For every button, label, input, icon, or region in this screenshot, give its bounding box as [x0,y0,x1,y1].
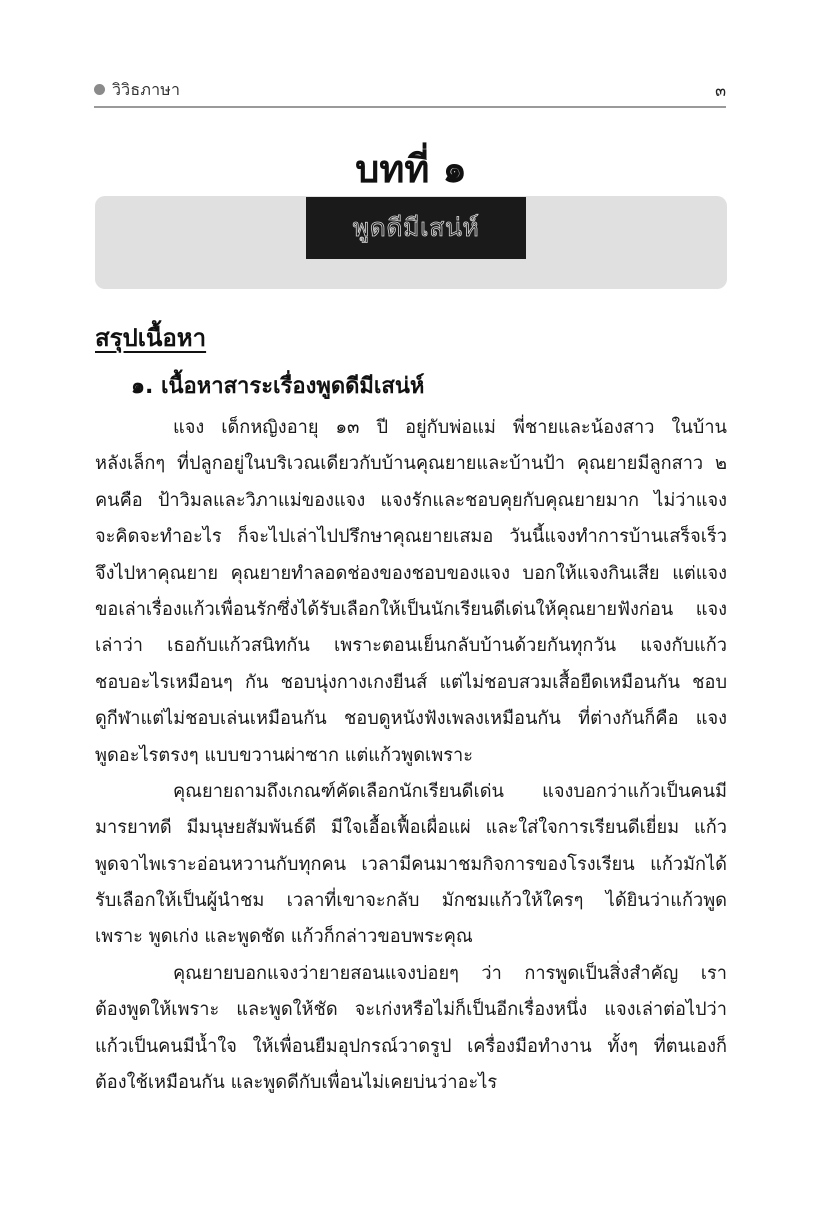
chapter-label: บทที่ ๑ [355,147,467,191]
text-line: จึงไปหาคุณยาย คุณยายทำลอดช่องของชอบของแจง บอกให้แจงกินเสีย แต่แจง [95,562,727,584]
text-line: แจง เด็กหญิงอายุ ๑๓ ปี อยู่กับพ่อแม่ พี่ชายและน้องสาว ในบ้าน [173,417,727,438]
body-text [95,410,727,1101]
text-line: คนคือ ป้าวิมลและวิภาแม่ของแจง แจงรักและชอบคุยกับคุณยายมาก ไม่ว่าแจง [95,489,727,511]
paragraph-3 [95,956,727,1102]
text-line: พูดจาไพเราะอ่อนหวานกับทุกคน เวลามีคนมาชมกิจการของโรงเรียน แก้วมักได้ [95,853,727,875]
text-line: ต้องใช้เหมือนกัน และพูดดีกับเพื่อนไม่เคยบ่นว่าอะไร [95,1072,498,1094]
text-line: เพราะ พูดเก่ง และพูดชัด แก้วก็กล่าวขอบพระคุณ [95,926,473,948]
text-line: หลังเล็กๆ ที่ปลูกอยู่ในบริเวณเดียวกับบ้านคุณยายและบ้านป้า คุณยายมีลูกสาว ๒ [95,453,727,475]
text-line: คุณยายบอกแจงว่ายายสอนแจงบ่อยๆ ว่า การพูดเป็นสิ่งสำคัญ เรา [173,962,727,984]
text-line: ชอบอะไรเหมือนๆ กัน ชอบนุ่งกางเกงยีนส์ แต่ไม่ชอบสวมเสื้อยืดเหมือนกัน ชอบ [95,671,727,693]
page-number: ๓ [715,81,726,100]
text-line: คุณยายถามถึงเกณฑ์คัดเลือกนักเรียนดีเด่น แจงบอกว่าแก้วเป็นคนมี [173,780,727,802]
chapter-title-banner [306,197,526,259]
subsection-heading: ๑. เนื้อหาสาระเรื่องพูดดีมีเสน่ห์ [131,374,425,399]
chapter-title: พูดดีมีเสน่ห์ [352,213,480,242]
text-line: แก้วเป็นคนมีน้ำใจ ให้เพื่อนยืมอุปกรณ์วาดรูป เครื่องมือทำงาน ทั้งๆ ที่ตนเองก็ [95,1035,727,1057]
text-line: จะคิดจะทำอะไร ก็จะไปเล่าไปปรึกษาคุณยายเสมอ วันนี้แจงทำการบ้านเสร็จเร็ว [95,526,727,548]
text-line: ขอเล่าเรื่องแก้วเพื่อนรักซึ่งได้รับเลือกให้เป็นนักเรียนดีเด่นให้คุณยายฟังก่อน แจง [95,598,727,620]
text-line: ต้องพูดให้เพราะ และพูดให้ชัด จะเก่งหรือไม่ก็เป็นอีกเรื่องหนึ่ง แจงเล่าต่อไปว่า [95,999,727,1021]
book-title: วิวิธภาษา [112,80,181,99]
paragraph-2 [95,774,727,956]
paragraph-1 [95,410,727,774]
text-line: มารยาทดี มีมนุษยสัมพันธ์ดี มีใจเอื้อเฟื้อเผื่อแผ่ และใส่ใจการเรียนดีเยี่ยม แก้ว [95,817,727,839]
text-line: เล่าว่า เธอกับแก้วสนิทกัน เพราะตอนเย็นกลับบ้านด้วยกันทุกวัน แจงกับแก้ว [95,635,727,657]
bullet-icon [94,84,105,95]
section-heading: สรุปเนื้อหา [95,324,207,352]
running-header [94,76,726,108]
text-line: ดูกีฬาแต่ไม่ชอบเล่นเหมือนกัน ชอบดูหนังฟังเพลงเหมือนกัน ที่ต่างกันก็คือ แจง [95,708,727,730]
text-line: รับเลือกให้เป็นผู้นำชม เวลาที่เขาจะกลับ มักชมแก้วให้ใครๆ ได้ยินว่าแก้วพูด [95,890,727,912]
text-line: พูดอะไรตรงๆ แบบขวานผ่าซาก แต่แก้วพูดเพราะ [95,744,473,766]
